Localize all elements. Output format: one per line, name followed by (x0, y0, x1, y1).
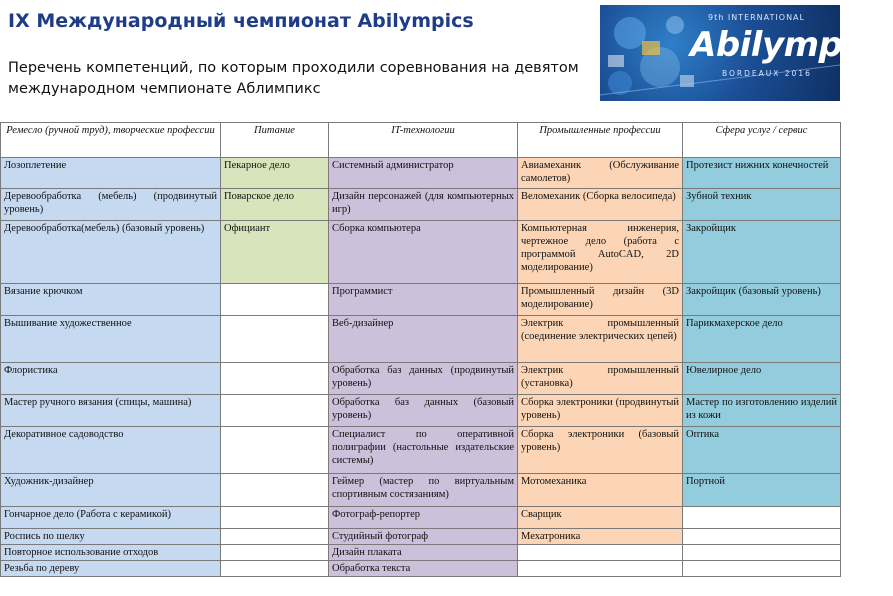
table-cell: Обработка текста (329, 561, 518, 577)
table-cell: Художник-дизайнер (1, 474, 221, 507)
table-cell: Зубной техник (683, 189, 841, 221)
table-cell: Компьютерная инженерия, чертежное дело (работа с программой AutoCAD, 2D моделирование) (518, 221, 683, 284)
table-cell: Парикмахерское дело (683, 316, 841, 363)
table-cell: Ювелирное дело (683, 363, 841, 395)
table-row (1, 545, 841, 561)
table-cell (221, 561, 329, 577)
competencies-table (0, 122, 841, 577)
table-cell: Обработка баз данных (базовый уровень) (329, 395, 518, 427)
table-cell: Пекарное дело (221, 158, 329, 189)
header-services: Сфера услуг / сервис (683, 123, 841, 158)
table-cell (518, 561, 683, 577)
table-cell: Сварщик (518, 507, 683, 529)
table-row (1, 284, 841, 316)
table-cell: Студийный фотограф (329, 529, 518, 545)
table-cell: Дизайн персонажей (для компьютерных игр) (329, 189, 518, 221)
table-header-row (1, 123, 841, 158)
table-cell: Оптика (683, 427, 841, 474)
table-cell: Портной (683, 474, 841, 507)
table-cell: Повторное использование отходов (1, 545, 221, 561)
table-row (1, 529, 841, 545)
table-cell (518, 545, 683, 561)
table-cell (683, 561, 841, 577)
table-cell: Гончарное дело (Работа с керамикой) (1, 507, 221, 529)
table-row (1, 189, 841, 221)
logo-sub-text: BORDEAUX 2016 (722, 69, 812, 78)
table-cell: Поварское дело (221, 189, 329, 221)
table-cell: Мехатроника (518, 529, 683, 545)
table-row (1, 561, 841, 577)
table-cell: Веб-дизайнер (329, 316, 518, 363)
table-cell (221, 507, 329, 529)
header-food: Питание (221, 123, 329, 158)
table-cell: Протезист нижних конечностей (683, 158, 841, 189)
table-cell: Сборка компьютера (329, 221, 518, 284)
table-cell: Вязание крючком (1, 284, 221, 316)
table-cell: Специалист по оперативной полиграфии (настольные издательские системы) (329, 427, 518, 474)
table-cell: Резьба по дереву (1, 561, 221, 577)
table-cell (221, 529, 329, 545)
logo-name: Abilympics (690, 25, 893, 65)
table-cell: Вышивание художественное (1, 316, 221, 363)
table-cell: Системный администратор (329, 158, 518, 189)
table-cell (683, 545, 841, 561)
table-cell: Сборка электроники (продвинутый уровень) (518, 395, 683, 427)
table-row (1, 427, 841, 474)
table-cell: Обработка баз данных (продвинутый уровень) (329, 363, 518, 395)
table-cell: Программист (329, 284, 518, 316)
table-cell (221, 284, 329, 316)
header-it: IT-технологии (329, 123, 518, 158)
table-cell: Закройщик (683, 221, 841, 284)
table-cell: Электрик промышленный (установка) (518, 363, 683, 395)
table-cell (221, 395, 329, 427)
table-cell: Лозоплетение (1, 158, 221, 189)
table-row (1, 507, 841, 529)
table-cell: Дизайн плаката (329, 545, 518, 561)
table-cell: Флористика (1, 363, 221, 395)
table-row (1, 363, 841, 395)
table-row (1, 316, 841, 363)
table-row (1, 158, 841, 189)
page-subtitle: Перечень компетенций, по которым проходили соревнования на девятом международном чемпионате Аблимпикс (8, 60, 579, 97)
table-row (1, 221, 841, 284)
page-title: IX Международный чемпионат Abilympics (8, 10, 474, 32)
table-cell (221, 427, 329, 474)
table-cell (221, 316, 329, 363)
table-cell: Авиамеханик (Обслуживание самолетов) (518, 158, 683, 189)
table-cell (221, 363, 329, 395)
logo-top-text: 9th INTERNATIONAL (708, 13, 805, 22)
table-cell (683, 507, 841, 529)
table-cell (683, 529, 841, 545)
table-cell: Деревообработка (мебель) (продвинутый уровень) (1, 189, 221, 221)
table-cell (221, 545, 329, 561)
table-cell: Официант (221, 221, 329, 284)
table-cell: Декоративное садоводство (1, 427, 221, 474)
table-cell: Сборка электроники (базовый уровень) (518, 427, 683, 474)
table-cell: Мастер по изготовлению изделий из кожи (683, 395, 841, 427)
abilympics-logo (600, 5, 893, 101)
table-cell: Закройщик (базовый уровень) (683, 284, 841, 316)
table-cell: Мастер ручного вязания (спицы, машина) (1, 395, 221, 427)
table-cell: Деревообработка(мебель) (базовый уровень) (1, 221, 221, 284)
table-cell: Роспись по шелку (1, 529, 221, 545)
table-cell (221, 474, 329, 507)
table-cell: Электрик промышленный (соединение электрических цепей) (518, 316, 683, 363)
header-industry: Промышленные профессии (518, 123, 683, 158)
header-crafts: Ремесло (ручной труд), творческие профессии (1, 123, 221, 158)
table-cell: Фотограф-репортер (329, 507, 518, 529)
table-row (1, 474, 841, 507)
table-row (1, 395, 841, 427)
table-cell: Геймер (мастер по виртуальным спортивным состязаниям) (329, 474, 518, 507)
table-cell: Мотомеханика (518, 474, 683, 507)
table-cell: Промышленный дизайн (3D моделирование) (518, 284, 683, 316)
table-cell: Веломеханик (Сборка велосипеда) (518, 189, 683, 221)
